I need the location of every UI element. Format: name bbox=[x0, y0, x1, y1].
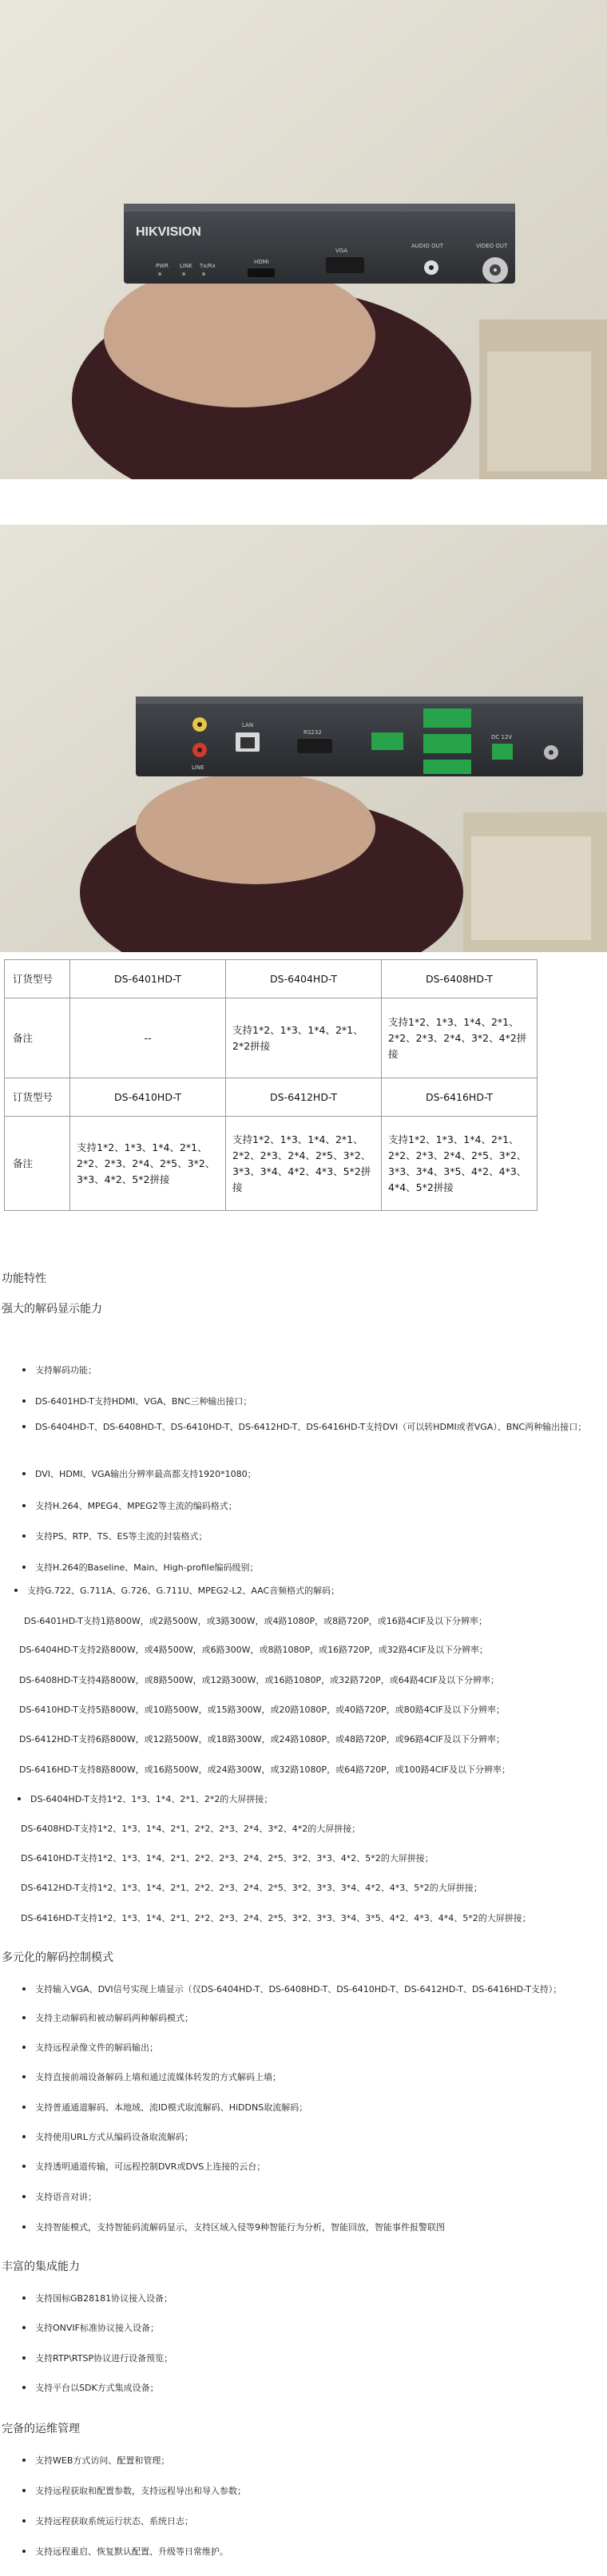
list-item: DS-6404HD-T、DS-6408HD-T、DS-6410HD-T、DS-6412HD-T、DS-6416HD-T支持DVI（可以转HDMI或者VGA）、BNC两种输出接口； bbox=[22, 1420, 597, 1435]
list-item: 支持G.722、G.711A、G.726、G.711U、MPEG2-L2、AAC音频格式的解码； bbox=[14, 1584, 339, 1598]
list-item: DS-6412HD-T支持1*2、1*3、1*4、2*1、2*2、2*3、2*4、2*5、3*2、3*3、3*4、4*2、4*3、5*2的大屏拼接； bbox=[21, 1883, 482, 1893]
dc-label: DC 12V bbox=[491, 734, 513, 740]
list-item: DS-6404HD-T支持2路800W，或4路500W，或6路300W，或8路1080P，或16路720P，或32路4CIF及以下分辨率； bbox=[19, 1645, 488, 1655]
list-item: DS-6401HD-T支持1路800W，或2路500W，或3路300W，或4路1080P，或8路720P，或16路4CIF及以下分辨率； bbox=[24, 1616, 487, 1626]
spec-table bbox=[4, 959, 538, 1211]
model-cell: DS-6401HD-T bbox=[70, 960, 226, 998]
note-cell: 支持1*2、1*3、1*4、2*1、2*2、2*3、2*4、3*2、4*2拼接 bbox=[382, 998, 538, 1078]
table-row bbox=[5, 998, 538, 1078]
model-cell: DS-6412HD-T bbox=[226, 1078, 382, 1117]
product-photo-front bbox=[0, 0, 607, 479]
terminal-block-d bbox=[423, 760, 471, 774]
power-terminal bbox=[492, 744, 513, 760]
product-photo-rear bbox=[0, 525, 607, 952]
table-label: 备注 bbox=[5, 998, 70, 1078]
rs232-port bbox=[297, 739, 332, 753]
list-item: 支持平台以SDK方式集成设备； bbox=[22, 2381, 159, 2395]
list-item: DS-6412HD-T支持6路800W，或12路500W，或18路300W，或24路1080P，或48路720P，或96路4CIF及以下分辨率； bbox=[19, 1734, 505, 1744]
list-item: 支持远程重启、恢复默认配置、升级等日常维护。 bbox=[22, 2545, 228, 2559]
note-cell: 支持1*2、1*3、1*4、2*1、2*2、2*3、2*4、2*5、3*2、3*3、3*4、3*5、4*2、4*3、4*4、5*2拼接 bbox=[382, 1117, 538, 1211]
section-heading: 多元化的解码控制模式 bbox=[2, 1951, 113, 1964]
table-label: 备注 bbox=[5, 1117, 70, 1211]
table-row bbox=[5, 1078, 538, 1117]
model-cell: DS-6416HD-T bbox=[382, 1078, 538, 1117]
lan-label: LAN bbox=[242, 722, 254, 728]
model-cell: DS-6404HD-T bbox=[226, 960, 382, 998]
section-heading: 丰富的集成能力 bbox=[2, 2260, 80, 2273]
model-cell: DS-6410HD-T bbox=[70, 1078, 226, 1117]
list-item: DS-6410HD-T支持5路800W，或10路500W，或15路300W，或20路1080P，或40路720P，或80路4CIF及以下分辨率； bbox=[19, 1705, 505, 1715]
terminal-block-b bbox=[423, 708, 471, 728]
pwr-label: PWR bbox=[156, 263, 169, 269]
brand-logo: HIKVISION bbox=[136, 225, 201, 239]
note-cell: -- bbox=[70, 998, 226, 1078]
list-item: 支持WEB方式访问、配置和管理； bbox=[22, 2454, 169, 2468]
table-label: 订货型号 bbox=[5, 960, 70, 998]
table-label: 订货型号 bbox=[5, 1078, 70, 1117]
list-item: 支持国标GB28181协议接入设备； bbox=[22, 2292, 173, 2306]
note-cell: 支持1*2、1*3、1*4、2*1、2*2、2*3、2*4、2*5、3*2、3*3、4*2、5*2拼接 bbox=[70, 1117, 226, 1211]
list-item: DS-6416HD-T支持8路800W，或16路500W，或24路300W，或32路1080P，或64路720P，或100路4CIF及以下分辨率； bbox=[19, 1764, 510, 1775]
terminal-block-c bbox=[423, 734, 471, 753]
hdmi-label: HDMI bbox=[254, 259, 269, 265]
list-item: 支持H.264、MPEG4、MPEG2等主流的编码格式； bbox=[22, 1499, 237, 1514]
list-item: 支持透明通道传输，可远程控制DVR或DVS上连接的云台； bbox=[22, 2160, 265, 2174]
list-item: 支持智能模式，支持智能码流解码显示，支持区域入侵等9种智能行为分析，智能回放，智能事件报警联图 bbox=[22, 2221, 445, 2235]
list-item: 支持直接前端设备解码上墙和通过流媒体转发的方式解码上墙； bbox=[22, 2070, 281, 2085]
list-item: 支持RTP\RTSP协议进行设备预览； bbox=[22, 2352, 173, 2366]
table-row bbox=[5, 1117, 538, 1211]
list-item: 支持使用URL方式从编码设备取流解码； bbox=[22, 2130, 193, 2145]
list-item: DS-6401HD-T支持HDMI、VGA、BNC三种输出接口； bbox=[22, 1395, 252, 1409]
list-item: 支持输入VGA、DVI信号实现上墙显示（仅DS-6404HD-T、DS-6408HD-T、DS-6410HD-T、DS-6412HD-T、DS-6416HD-T支持）； bbox=[22, 1983, 561, 1997]
line-label: LINE bbox=[192, 764, 204, 771]
note-cell: 支持1*2、1*3、1*4、2*1、2*2拼接 bbox=[226, 998, 382, 1078]
list-item: DS-6404HD-T支持1*2、1*3、1*4、2*1、2*2的大屏拼接； bbox=[18, 1792, 272, 1807]
list-item: 支持远程录像文件的解码输出； bbox=[22, 2041, 158, 2055]
list-item: 支持解码功能； bbox=[22, 1363, 97, 1378]
video-out-label: VIDEO OUT bbox=[476, 243, 508, 249]
list-item: DS-6410HD-T支持1*2、1*3、1*4、2*1、2*2、2*3、2*4、2*5、3*2、3*3、4*2、5*2的大屏拼接； bbox=[21, 1853, 434, 1864]
vga-port bbox=[326, 257, 364, 273]
section-heading: 强大的解码显示能力 bbox=[2, 1303, 102, 1316]
vga-label: VGA bbox=[335, 248, 348, 254]
section-heading: 完备的运维管理 bbox=[2, 2423, 80, 2435]
list-item: DS-6408HD-T支持1*2、1*3、1*4、2*1、2*2、2*3、2*4、3*2、4*2的大屏拼接； bbox=[21, 1824, 361, 1834]
features-title: 功能特性 bbox=[2, 1272, 46, 1285]
list-item: 支持普通通道解码、本地域、流ID模式取流解码、HiDDNS取流解码； bbox=[22, 2101, 307, 2115]
list-item: DVI、HDMI、VGA输出分辨率最高都支持1920*1080； bbox=[22, 1467, 256, 1482]
model-cell: DS-6408HD-T bbox=[382, 960, 538, 998]
terminal-block-a bbox=[371, 732, 403, 750]
list-item: 支持远程获取系统运行状态、系统日志； bbox=[22, 2514, 193, 2529]
list-item: 支持H.264的Baseline、Main、High-profile编码级别； bbox=[22, 1561, 258, 1575]
list-item: 支持远程获取和配置参数，支持远程导出和导入参数； bbox=[22, 2484, 246, 2499]
list-item: 支持PS、RTP、TS、ES等主流的封装格式； bbox=[22, 1530, 207, 1544]
rs232-label: RS232 bbox=[304, 729, 322, 736]
audio-out-label: AUDIO OUT bbox=[411, 243, 444, 249]
list-item: 支持主动解码和被动解码两种解码模式； bbox=[22, 2011, 193, 2026]
note-cell: 支持1*2、1*3、1*4、2*1、2*2、2*3、2*4、2*5、3*2、3*3、3*4、4*2、4*3、5*2拼接 bbox=[226, 1117, 382, 1211]
hdmi-port bbox=[248, 268, 275, 277]
list-item: DS-6408HD-T支持4路800W，或8路500W，或12路300W，或16路1080P，或32路720P，或64路4CIF及以下分辨率； bbox=[19, 1675, 499, 1685]
list-item: 支持语音对讲； bbox=[22, 2190, 97, 2205]
txrx-label: Tx/Rx bbox=[200, 263, 216, 269]
table-row bbox=[5, 960, 538, 998]
list-item: DS-6416HD-T支持1*2、1*3、1*4、2*1、2*2、2*3、2*4、2*5、3*2、3*3、3*4、3*5、4*2、4*3、4*4、5*2的大屏拼接； bbox=[21, 1913, 531, 1923]
list-item: 支持ONVIF标准协议接入设备； bbox=[22, 2321, 159, 2336]
link-label: LINK bbox=[180, 263, 192, 269]
